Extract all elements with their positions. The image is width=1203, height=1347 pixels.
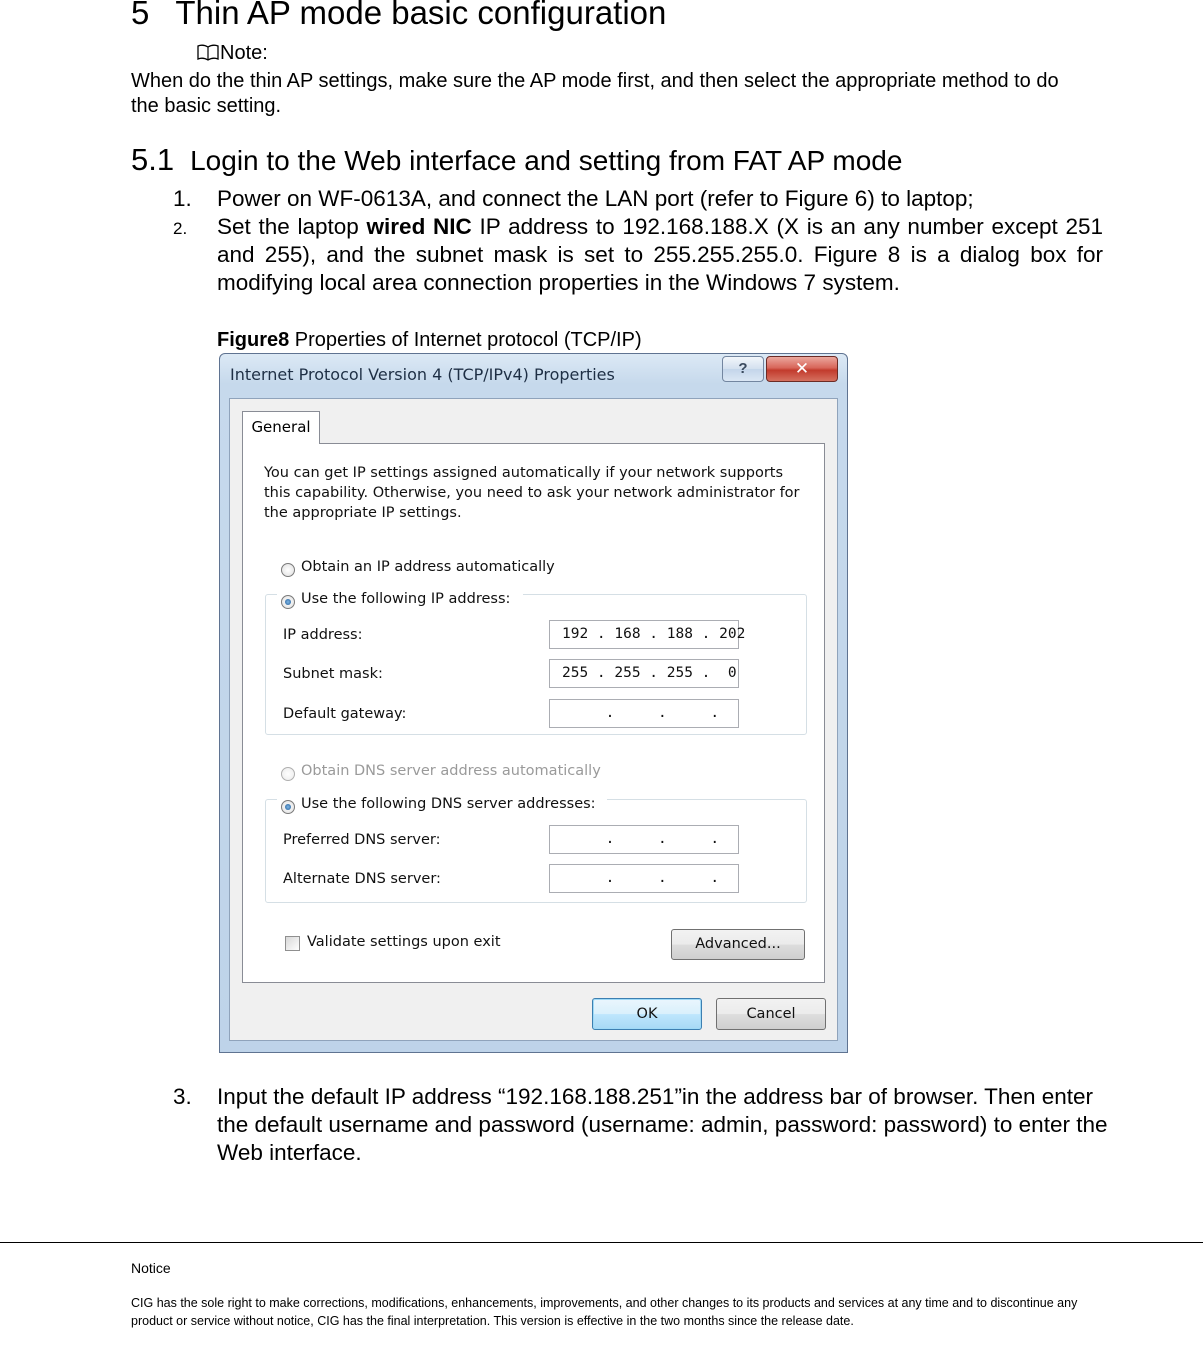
validate-label: Validate settings upon exit	[307, 934, 501, 950]
step-1	[173, 185, 974, 213]
ip-address-label: IP address:	[283, 627, 363, 643]
step-text-post: IP address to 192.168.188.X (X is an any number except 251 and 255), and the subnet mask is set to 255.255.255.0. Figure 8 is a dialog box for modifying local area connection properties in the Windows 7 system.	[217, 214, 1104, 295]
radio-auto-dns[interactable]	[281, 767, 295, 781]
radio-auto-ip[interactable]	[281, 563, 295, 577]
section-number: 5	[131, 0, 150, 31]
step-2	[173, 213, 1104, 297]
ip-address-input[interactable]: 192 . 168 . 188 . 202	[549, 620, 739, 649]
step-number: 1.	[173, 186, 192, 211]
step-number: 3.	[173, 1084, 192, 1109]
alternate-dns-input[interactable]: . . .	[549, 864, 739, 893]
default-gateway-input[interactable]: . . .	[549, 699, 739, 728]
advanced-button[interactable]: Advanced...	[671, 929, 805, 960]
subsection-number: 5.1	[131, 142, 175, 177]
default-gateway-label: Default gateway:	[283, 706, 407, 722]
subnet-mask-label: Subnet mask:	[283, 666, 383, 682]
help-button[interactable]: ?	[722, 356, 764, 382]
subnet-mask-input[interactable]: 255 . 255 . 255 . 0	[549, 659, 739, 688]
intro-text: You can get IP settings assigned automatically if your network supports this capability. Otherwise, you need to ask your network administrator for the appropriate IP settings.	[264, 465, 800, 521]
step-text-pre: Set the laptop	[217, 214, 367, 239]
radio-auto-dns-label: Obtain DNS server address automatically	[301, 763, 601, 779]
radio-manual-ip[interactable]	[281, 595, 295, 609]
preferred-dns-input[interactable]: . . .	[549, 825, 739, 854]
tab-general[interactable]: General	[242, 411, 320, 444]
radio-manual-ip-label: Use the following IP address:	[301, 591, 511, 607]
figure-caption	[217, 329, 642, 352]
cancel-button[interactable]: Cancel	[716, 998, 826, 1030]
book-icon	[196, 43, 220, 61]
subsection-title: Login to the Web interface and setting from FAT AP mode	[190, 145, 903, 176]
figure-label: Figure8	[217, 329, 290, 351]
step-3	[173, 1083, 1117, 1167]
step-number: 2.	[173, 219, 188, 238]
radio-manual-dns[interactable]	[281, 800, 295, 814]
section-title: Thin AP mode basic configuration	[175, 0, 667, 31]
ok-button[interactable]: OK	[592, 998, 702, 1030]
step-text: Input the default IP address “192.168.188.251”in the address bar of browser. Then enter the default username and password (username: admin, password: password) to enter the Web interface.	[217, 1084, 1108, 1165]
subsection-heading	[131, 142, 902, 178]
step-text-bold: wired NIC	[366, 214, 472, 239]
footer-divider	[0, 1242, 1203, 1243]
radio-auto-ip-label: Obtain an IP address automatically	[301, 559, 555, 575]
footer-text: CIG has the sole right to make corrections, modifications, enhancements, improvements, and other changes to its products and services at any time and to discontinue any product or service without notice, CIG has the final interpretation. This version is effective in the two months since the release date.	[131, 1296, 1078, 1328]
alternate-dns-label: Alternate DNS server:	[283, 871, 441, 887]
figure-caption-text: Properties of Internet protocol (TCP/IP)	[289, 329, 642, 351]
footer-title: Notice	[131, 1260, 171, 1276]
preferred-dns-label: Preferred DNS server:	[283, 832, 441, 848]
dialog-client-area	[229, 398, 838, 1041]
dialog-title: Internet Protocol Version 4 (TCP/IPv4) Properties	[230, 365, 615, 384]
validate-checkbox[interactable]	[285, 936, 300, 951]
close-button[interactable]: ✕	[766, 356, 838, 382]
tab-page	[242, 443, 825, 983]
section-heading	[131, 0, 666, 32]
tcpip-properties-dialog	[219, 353, 848, 1053]
step-text: Power on WF-0613A, and connect the LAN port (refer to Figure 6) to laptop;	[217, 186, 974, 211]
note-text: When do the thin AP settings, make sure the AP mode first, and then select the appropriate method to do the basic setting.	[131, 70, 1059, 117]
note-label	[196, 42, 268, 65]
radio-manual-dns-label: Use the following DNS server addresses:	[301, 796, 596, 812]
note-title: Note:	[220, 42, 268, 64]
